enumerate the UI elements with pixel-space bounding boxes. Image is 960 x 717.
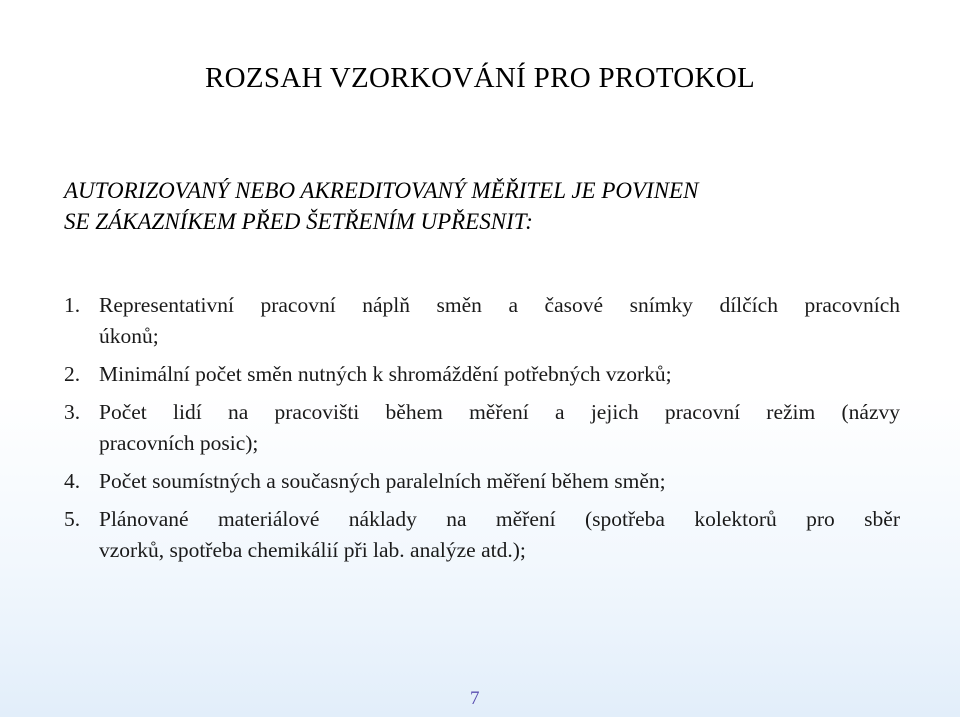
slide-subtitle: [64, 175, 904, 237]
list-item-number: 2.: [64, 362, 81, 386]
list-item-text-line-1: Plánované materiálové náklady na měření (spotřeba kolektorů pro sběr: [99, 507, 900, 531]
list-item: [64, 466, 900, 497]
list-item-text-line-1: Minimální počet směn nutných k shromáždění potřebných vzorků;: [99, 362, 672, 386]
slide-title: ROZSAH VZORKOVÁNÍ PRO PROTOKOL: [204, 62, 756, 94]
subtitle-line-1: AUTORIZOVANÝ NEBO AKREDITOVANÝ MĚŘITEL JE POVINEN: [64, 178, 699, 203]
list-item: [64, 397, 900, 459]
requirements-list: [64, 290, 900, 573]
list-item-text-line-2: úkonů;: [99, 324, 159, 348]
list-item-text-line-1: Representativní pracovní náplň směn a časové snímky dílčích pracovních: [99, 293, 900, 317]
list-item-number: 1.: [64, 293, 81, 317]
list-item-text-line-1: Počet lidí na pracovišti během měření a jejich pracovní režim (názvy: [99, 400, 900, 424]
list-item-number: 3.: [64, 400, 81, 424]
list-item-number: 5.: [64, 507, 81, 531]
list-item: [64, 504, 900, 566]
subtitle-line-2: SE ZÁKAZNÍKEM PŘED ŠETŘENÍM UPŘESNIT:: [64, 209, 533, 234]
list-item-number: 4.: [64, 469, 81, 493]
list-item: [64, 359, 900, 390]
list-item: [64, 290, 900, 352]
list-item-text-line-1: Počet soumístných a současných paralelních měření během směn;: [99, 469, 666, 493]
list-item-text-line-2: pracovních posic);: [99, 431, 259, 455]
list-item-text-line-2: vzorků, spotřeba chemikálií při lab. analýze atd.);: [99, 538, 526, 562]
page-number: 7: [470, 688, 480, 709]
